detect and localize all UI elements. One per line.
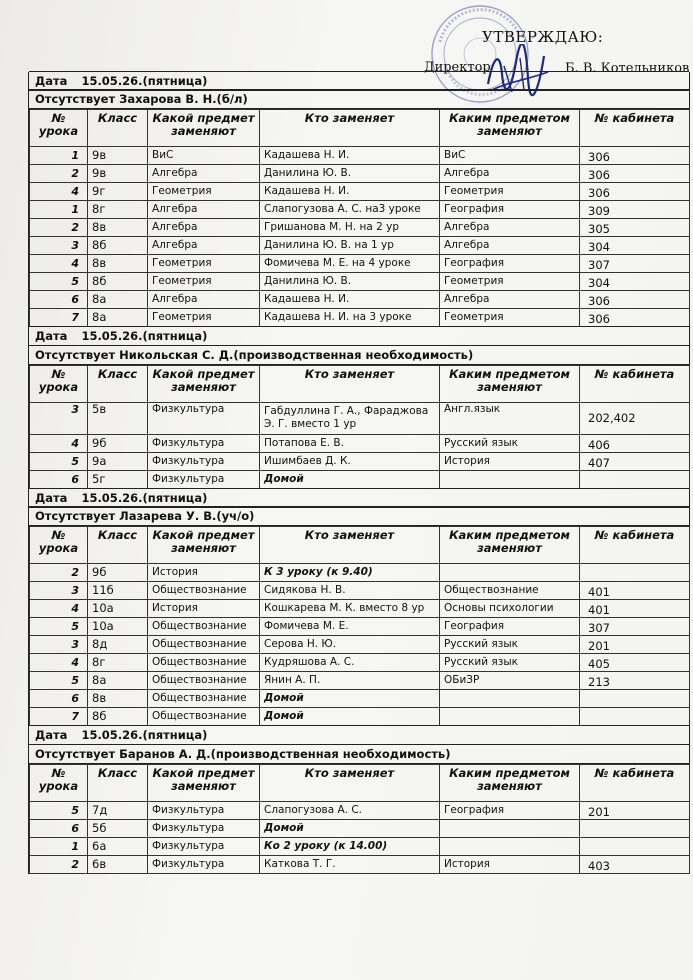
column-header: № урока (30, 110, 88, 147)
substitution-sheet (28, 72, 690, 874)
column-header: Какой предмет заменяют (148, 110, 260, 147)
substitute-teacher: Домой (260, 819, 440, 837)
room-number (580, 819, 690, 837)
room-number (580, 564, 690, 582)
new-subject: ВиС (440, 147, 580, 165)
room-number: 401 (580, 582, 690, 600)
room-number: 213 (580, 672, 690, 690)
new-subject: География (440, 618, 580, 636)
room-number: 306 (580, 309, 690, 327)
room-number: 407 (580, 452, 690, 470)
column-header: Класс (88, 110, 148, 147)
class-name: 9г (88, 183, 148, 201)
date-value: 15.05.26.(пятница) (81, 727, 208, 742)
column-header: Какой предмет заменяют (148, 764, 260, 801)
lesson-number: 3 (30, 237, 88, 255)
substitute-teacher: Габдуллина Г. А., Фараджова Э. Г. вместо 1 ур (260, 402, 440, 434)
table-row (30, 165, 690, 183)
class-name: 8б (88, 273, 148, 291)
lesson-number: 7 (30, 708, 88, 726)
replaced-subject: Физкультура (148, 801, 260, 819)
class-name: 8г (88, 654, 148, 672)
date-label: Дата (35, 727, 68, 742)
column-header: Класс (88, 527, 148, 564)
table-row (30, 690, 690, 708)
substitute-teacher: Фомичева М. Е. на 4 уроке (260, 255, 440, 273)
table-row (30, 470, 690, 488)
column-header: № урока (30, 527, 88, 564)
replaced-subject: Физкультура (148, 402, 260, 434)
new-subject: Геометрия (440, 273, 580, 291)
new-subject: Геометрия (440, 183, 580, 201)
room-number: 406 (580, 434, 690, 452)
replaced-subject: Обществознание (148, 672, 260, 690)
class-name: 8в (88, 219, 148, 237)
substitute-teacher: Янин А. П. (260, 672, 440, 690)
lesson-number: 6 (30, 291, 88, 309)
substitution-section (29, 488, 689, 727)
absent-teacher: Отсутствует Никольская С. Д.(производственная необходимость) (29, 345, 689, 365)
table-row (30, 147, 690, 165)
replaced-subject: Алгебра (148, 237, 260, 255)
lesson-number: 6 (30, 470, 88, 488)
class-name: 8б (88, 708, 148, 726)
new-subject (440, 690, 580, 708)
replaced-subject: Обществознание (148, 708, 260, 726)
substitute-teacher: Данилина Ю. В. (260, 273, 440, 291)
class-name: 5б (88, 819, 148, 837)
replaced-subject: Алгебра (148, 165, 260, 183)
class-name: 9б (88, 434, 148, 452)
new-subject: Русский язык (440, 654, 580, 672)
class-name: 8а (88, 291, 148, 309)
column-header: № урока (30, 764, 88, 801)
column-header: Класс (88, 764, 148, 801)
room-number: 201 (580, 801, 690, 819)
room-number (580, 470, 690, 488)
room-number: 201 (580, 636, 690, 654)
class-name: 8б (88, 237, 148, 255)
replaced-subject: Физкультура (148, 452, 260, 470)
lesson-number: 1 (30, 201, 88, 219)
room-number: 307 (580, 255, 690, 273)
lesson-number: 4 (30, 183, 88, 201)
column-header: Какой предмет заменяют (148, 527, 260, 564)
header-row (30, 365, 690, 402)
replaced-subject: Обществознание (148, 636, 260, 654)
table-row (30, 582, 690, 600)
header-row (30, 764, 690, 801)
class-name: 8г (88, 201, 148, 219)
lesson-number: 1 (30, 837, 88, 855)
substitute-teacher: Ишимбаев Д. К. (260, 452, 440, 470)
date-label: Дата (35, 73, 68, 88)
new-subject (440, 819, 580, 837)
substitute-teacher: Ко 2 уроку (к 14.00) (260, 837, 440, 855)
substitute-teacher: Каткова Т. Г. (260, 855, 440, 873)
new-subject: География (440, 801, 580, 819)
class-name: 11б (88, 582, 148, 600)
table-row (30, 237, 690, 255)
lesson-number: 3 (30, 402, 88, 434)
substitute-teacher: Гришанова М. Н. на 2 ур (260, 219, 440, 237)
header-row (30, 110, 690, 147)
substitute-teacher: Кудряшова А. С. (260, 654, 440, 672)
new-subject: Обществознание (440, 582, 580, 600)
lesson-number: 4 (30, 600, 88, 618)
room-number (580, 708, 690, 726)
replaced-subject: Геометрия (148, 309, 260, 327)
new-subject (440, 837, 580, 855)
column-header: № кабинета (580, 110, 690, 147)
column-header: Кто заменяет (260, 527, 440, 564)
absent-teacher: Отсутствует Баранов А. Д.(производственная необходимость) (29, 744, 689, 764)
replaced-subject: Физкультура (148, 855, 260, 873)
lesson-number: 4 (30, 654, 88, 672)
column-header: Каким предметом заменяют (440, 764, 580, 801)
column-header: Каким предметом заменяют (440, 110, 580, 147)
table-row (30, 309, 690, 327)
room-number: 304 (580, 237, 690, 255)
replaced-subject: История (148, 564, 260, 582)
table-row (30, 819, 690, 837)
table-row (30, 402, 690, 434)
substitute-teacher: Домой (260, 708, 440, 726)
room-number (580, 690, 690, 708)
class-name: 10а (88, 600, 148, 618)
replaced-subject: Геометрия (148, 183, 260, 201)
room-number: 306 (580, 291, 690, 309)
director-name: Б. В. Котельников (565, 61, 690, 76)
room-number: 306 (580, 183, 690, 201)
replaced-subject: Обществознание (148, 618, 260, 636)
substitute-teacher: Кошкарева М. К. вместо 8 ур (260, 600, 440, 618)
replaced-subject: Алгебра (148, 291, 260, 309)
lesson-number: 2 (30, 564, 88, 582)
room-number: 309 (580, 201, 690, 219)
new-subject: Геометрия (440, 309, 580, 327)
table-row (30, 636, 690, 654)
lesson-number: 7 (30, 309, 88, 327)
new-subject: Англ.язык (440, 402, 580, 434)
header-row (30, 527, 690, 564)
date-bar (29, 71, 689, 91)
date-label: Дата (35, 329, 68, 344)
room-number: 306 (580, 147, 690, 165)
substitute-teacher: Слапогузова А. С. (260, 801, 440, 819)
replaced-subject: Алгебра (148, 201, 260, 219)
new-subject: Алгебра (440, 165, 580, 183)
substitution-table (29, 109, 690, 327)
class-name: 8в (88, 690, 148, 708)
table-row (30, 855, 690, 873)
column-header: № урока (30, 365, 88, 402)
lesson-number: 4 (30, 255, 88, 273)
director-label: Директор (424, 60, 491, 75)
date-value: 15.05.26.(пятница) (81, 73, 208, 88)
lesson-number: 6 (30, 819, 88, 837)
table-row (30, 672, 690, 690)
replaced-subject: Обществознание (148, 582, 260, 600)
replaced-subject: Физкультура (148, 470, 260, 488)
class-name: 5в (88, 402, 148, 434)
substitution-section (29, 71, 689, 328)
substitution-table (29, 764, 690, 874)
class-name: 9б (88, 564, 148, 582)
replaced-subject: Физкультура (148, 434, 260, 452)
class-name: 10а (88, 618, 148, 636)
approval-heading: УТВЕРЖДАЮ: (482, 28, 604, 46)
column-header: Класс (88, 365, 148, 402)
column-header: № кабинета (580, 764, 690, 801)
room-number: 304 (580, 273, 690, 291)
class-name: 6в (88, 855, 148, 873)
lesson-number: 2 (30, 855, 88, 873)
table-row (30, 618, 690, 636)
new-subject: Алгебра (440, 291, 580, 309)
substitution-table (29, 526, 690, 726)
date-bar (29, 488, 689, 508)
lesson-number: 5 (30, 618, 88, 636)
new-subject: Русский язык (440, 434, 580, 452)
new-subject: География (440, 255, 580, 273)
room-number: 401 (580, 600, 690, 618)
room-number: 405 (580, 654, 690, 672)
table-row (30, 452, 690, 470)
substitute-teacher: Кадашева Н. И. (260, 147, 440, 165)
column-header: Какой предмет заменяют (148, 365, 260, 402)
lesson-number: 5 (30, 452, 88, 470)
column-header: № кабинета (580, 365, 690, 402)
class-name: 8в (88, 255, 148, 273)
table-row (30, 434, 690, 452)
lesson-number: 2 (30, 165, 88, 183)
new-subject: История (440, 452, 580, 470)
room-number: 307 (580, 618, 690, 636)
table-row (30, 219, 690, 237)
column-header: Каким предметом заменяют (440, 365, 580, 402)
substitute-teacher: Данилина Ю. В. (260, 165, 440, 183)
table-row (30, 201, 690, 219)
absent-teacher: Отсутствует Захарова В. Н.(б/л) (29, 89, 689, 109)
substitute-teacher: Серова Н. Ю. (260, 636, 440, 654)
replaced-subject: Физкультура (148, 837, 260, 855)
table-row (30, 600, 690, 618)
table-row (30, 291, 690, 309)
date-label: Дата (35, 490, 68, 505)
new-subject (440, 708, 580, 726)
substitute-teacher: Домой (260, 470, 440, 488)
new-subject: Алгебра (440, 219, 580, 237)
lesson-number: 3 (30, 582, 88, 600)
room-number: 306 (580, 165, 690, 183)
column-header: Кто заменяет (260, 110, 440, 147)
table-row (30, 255, 690, 273)
room-number (580, 837, 690, 855)
substitute-teacher: Домой (260, 690, 440, 708)
substitution-section (29, 326, 689, 489)
substitute-teacher: Сидякова Н. В. (260, 582, 440, 600)
replaced-subject: Геометрия (148, 255, 260, 273)
class-name: 5г (88, 470, 148, 488)
new-subject: История (440, 855, 580, 873)
column-header: Кто заменяет (260, 365, 440, 402)
new-subject: Алгебра (440, 237, 580, 255)
date-value: 15.05.26.(пятница) (81, 490, 208, 505)
lesson-number: 4 (30, 434, 88, 452)
table-row (30, 564, 690, 582)
substitute-teacher: Данилина Ю. В. на 1 ур (260, 237, 440, 255)
column-header: Кто заменяет (260, 764, 440, 801)
lesson-number: 3 (30, 636, 88, 654)
class-name: 7д (88, 801, 148, 819)
substitute-teacher: К 3 уроку (к 9.40) (260, 564, 440, 582)
replaced-subject: Обществознание (148, 690, 260, 708)
lesson-number: 1 (30, 147, 88, 165)
substitute-teacher: Кадашева Н. И. на 3 уроке (260, 309, 440, 327)
class-name: 9а (88, 452, 148, 470)
class-name: 9в (88, 165, 148, 183)
table-row (30, 654, 690, 672)
substitution-section (29, 725, 689, 874)
table-row (30, 273, 690, 291)
class-name: 8д (88, 636, 148, 654)
replaced-subject: Обществознание (148, 654, 260, 672)
replaced-subject: Геометрия (148, 273, 260, 291)
class-name: 8а (88, 672, 148, 690)
substitution-table (29, 365, 690, 489)
replaced-subject: ВиС (148, 147, 260, 165)
table-row (30, 183, 690, 201)
new-subject: Русский язык (440, 636, 580, 654)
date-bar (29, 326, 689, 346)
table-row (30, 708, 690, 726)
lesson-number: 5 (30, 801, 88, 819)
room-number: 202,402 (580, 402, 690, 434)
class-name: 6а (88, 837, 148, 855)
column-header: Каким предметом заменяют (440, 527, 580, 564)
lesson-number: 2 (30, 219, 88, 237)
new-subject (440, 470, 580, 488)
table-row (30, 837, 690, 855)
substitute-teacher: Слапогузова А. С. на3 уроке (260, 201, 440, 219)
room-number: 403 (580, 855, 690, 873)
replaced-subject: Алгебра (148, 219, 260, 237)
lesson-number: 5 (30, 273, 88, 291)
class-name: 8а (88, 309, 148, 327)
lesson-number: 5 (30, 672, 88, 690)
room-number: 305 (580, 219, 690, 237)
replaced-subject: Физкультура (148, 819, 260, 837)
new-subject: ОБиЗР (440, 672, 580, 690)
column-header: № кабинета (580, 527, 690, 564)
class-name: 9в (88, 147, 148, 165)
date-bar (29, 725, 689, 745)
absent-teacher: Отсутствует Лазарева У. В.(уч/о) (29, 506, 689, 526)
substitute-teacher: Кадашева Н. И. (260, 291, 440, 309)
substitute-teacher: Фомичева М. Е. (260, 618, 440, 636)
lesson-number: 6 (30, 690, 88, 708)
new-subject: Основы психологии (440, 600, 580, 618)
new-subject: География (440, 201, 580, 219)
table-row (30, 801, 690, 819)
substitute-teacher: Кадашева Н. И. (260, 183, 440, 201)
replaced-subject: История (148, 600, 260, 618)
substitute-teacher: Потапова Е. В. (260, 434, 440, 452)
date-value: 15.05.26.(пятница) (81, 329, 208, 344)
new-subject (440, 564, 580, 582)
